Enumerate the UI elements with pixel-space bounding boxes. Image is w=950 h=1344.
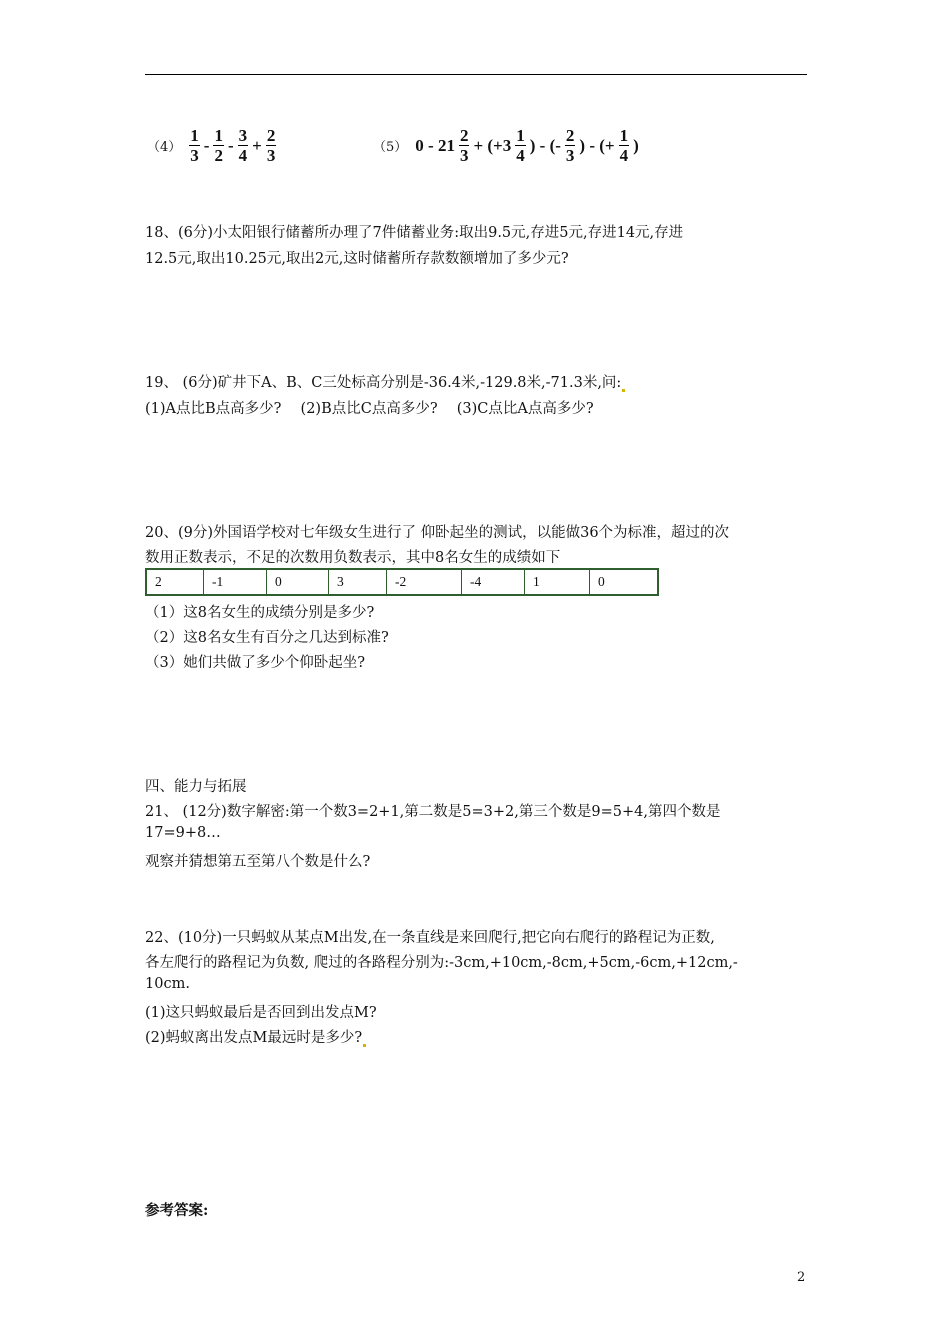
expr-5-label: （5） <box>373 140 408 155</box>
numerator: 2 <box>459 126 469 145</box>
q20-sub-2: （2）这8名女生有百分之几达到标准? <box>145 630 389 646</box>
header-rule <box>145 74 807 75</box>
operator: + <box>252 135 262 155</box>
fraction <box>459 126 470 165</box>
fraction <box>213 126 224 165</box>
denominator: 3 <box>459 146 469 165</box>
denominator: 3 <box>190 146 199 165</box>
q20-sub-3: （3）她们共做了多少个仰卧起坐? <box>145 655 365 671</box>
q20-line-2: 数用正数表示，不足的次数用负数表示，其中8名女生的成绩如下 <box>145 550 561 566</box>
q20-sub-1: （1）这8名女生的成绩分别是多少? <box>145 605 375 621</box>
operator: ) <box>633 135 639 155</box>
numerator: 1 <box>516 126 525 145</box>
operator: ) - (+ <box>579 135 615 155</box>
q22-line-2: 各左爬行的路程记为负数, 爬过的各路程分别为:-3cm,+10cm,-8cm,+5cm,-6cm,+12cm,- <box>145 955 738 971</box>
operator: 0 - 21 <box>415 135 455 155</box>
q22-line-1: 22、(10分)一只蚂蚁从某点M出发,在一条直线是来回爬行,把它向右爬行的路程记为正数, <box>145 930 715 946</box>
q22-sub-1: (1)这只蚂蚁最后是否回到出发点M? <box>145 1005 377 1021</box>
q21-line-2: 17=9+8… <box>145 825 221 841</box>
score-cell: 0 <box>267 569 329 595</box>
scores-table <box>145 568 659 596</box>
score-cell: 0 <box>590 569 659 595</box>
numerator: 1 <box>619 126 629 145</box>
numerator: 1 <box>190 126 199 145</box>
score-cell: 1 <box>525 569 590 595</box>
score-cell: -4 <box>462 569 525 595</box>
denominator: 2 <box>214 146 223 165</box>
operator: + (+3 <box>473 135 512 155</box>
fraction <box>565 126 576 165</box>
q21-line-1: 21、 (12分)数字解密:第一个数3=2+1,第二数是5=3+2,第三个数是9=5+4,第四个数是 <box>145 804 721 820</box>
expr-5-body <box>413 126 640 165</box>
numerator: 3 <box>238 126 248 145</box>
numerator: 2 <box>565 126 575 145</box>
expr-4-label: （4） <box>147 140 182 155</box>
operator: ) - (- <box>529 135 561 155</box>
q20-line-1: 20、(9分)外国语学校对七年级女生进行了 仰卧起坐的测试，以能做36个为标准，超过的次 <box>145 525 730 541</box>
score-cell: 2 <box>146 569 204 595</box>
expr-4 <box>147 126 278 165</box>
fraction <box>619 126 630 165</box>
denominator: 4 <box>619 146 629 165</box>
q19-line-2: (1)A点比B点高多少? (2)B点比C点高多少? (3)C点比A点高多少? <box>145 401 594 417</box>
q18-line-2: 12.5元,取出10.25元,取出2元,这时储蓄所存款数额增加了多少元? <box>145 251 569 267</box>
q22-line-3: 10cm. <box>145 976 190 992</box>
page-number: 2 <box>797 1270 806 1285</box>
denominator: 4 <box>238 146 248 165</box>
score-cell: -2 <box>387 569 462 595</box>
fraction <box>515 126 526 165</box>
q22-sub-2 <box>145 1026 366 1047</box>
q18-line-1: 18、(6分)小太阳银行储蓄所办理了7件储蓄业务:取出9.5元,存进5元,存进14元,存进 <box>145 225 684 241</box>
denominator: 4 <box>516 146 525 165</box>
score-cell: -1 <box>204 569 267 595</box>
q22-sub-2-text: (2)蚂蚁离出发点M最远时是多少? <box>145 1030 363 1046</box>
fraction <box>189 126 200 165</box>
denominator: 3 <box>266 146 276 165</box>
numerator: 2 <box>266 126 276 145</box>
section-4-title: 四、能力与拓展 <box>145 779 247 795</box>
denominator: 3 <box>565 146 575 165</box>
fraction <box>238 126 249 165</box>
expr-4-body <box>187 126 278 165</box>
numerator: 1 <box>214 126 223 145</box>
expr-5 <box>373 126 641 165</box>
q19-line-1 <box>145 371 625 392</box>
operator: - <box>227 135 234 155</box>
answers-title: 参考答案: <box>145 1202 209 1219</box>
fraction <box>266 126 277 165</box>
q21-line-3: 观察并猜想第五至第八个数是什么? <box>145 854 371 870</box>
operator: - <box>203 135 210 155</box>
score-cell: 3 <box>329 569 387 595</box>
q19-line-1-text: 19、 (6分)矿井下A、B、C三处标高分别是-36.4米,-129.8米,-71.3米,问: <box>145 375 622 391</box>
table-row <box>146 569 658 595</box>
